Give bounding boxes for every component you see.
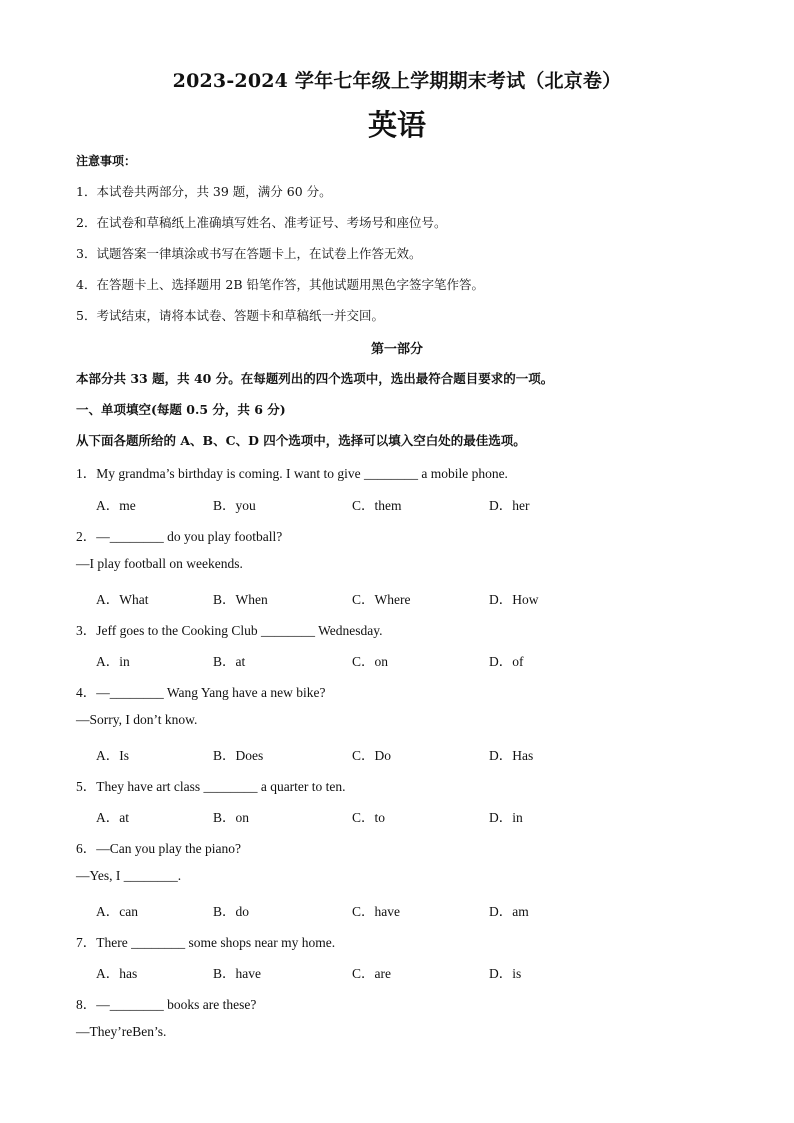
question-stem: 3．Jeff goes to the Cooking Club ________ Wednesday. <box>76 623 383 638</box>
section-title: 一、单项填空(每题 0.5 分，共 6 分) <box>76 402 286 417</box>
option-c: C．have <box>352 904 400 919</box>
option-a: A．What <box>96 592 149 607</box>
part-title: 第一部分 <box>370 342 423 357</box>
question-stem: 1．My grandma’s birthday is coming. I want to give ________ a mobile phone. <box>76 466 508 481</box>
option-b: B．you <box>213 498 256 513</box>
option-b: B．at <box>213 654 246 669</box>
part-intro: 本部分共 33 题，共 40 分。在每题列出的四个选项中，选出最符合题目要求的一项。 <box>76 371 554 386</box>
option-a: A．at <box>96 810 129 825</box>
option-a: A．has <box>96 966 138 981</box>
question-stem: 8．—________ books are these? <box>76 997 257 1012</box>
question-answer-line: —They’reBen’s. <box>76 1024 167 1039</box>
notice-item: 2．在试卷和草稿纸上准确填写姓名、准考证号、考场号和座位号。 <box>76 215 447 230</box>
option-a: A．Is <box>96 748 129 763</box>
option-c: C．are <box>352 966 391 981</box>
option-a: A．in <box>96 654 130 669</box>
option-a: A．can <box>96 904 138 919</box>
option-c: C．to <box>352 810 386 825</box>
question-answer-line: —Yes, I ________. <box>76 868 182 883</box>
option-c: C．them <box>352 498 402 513</box>
question-stem: 2．—________ do you play football? <box>76 529 283 544</box>
notice-item: 3．试题答案一律填涂或书写在答题卡上，在试卷上作答无效。 <box>76 246 422 261</box>
notice-item: 1．本试卷共两部分，共 39 题，满分 60 分。 <box>76 184 332 199</box>
section-instruction: 从下面各题所给的 A、B、C、D 四个选项中，选择可以填入空白处的最佳选项。 <box>76 433 526 448</box>
notice-item: 5．考试结束，请将本试卷、答题卡和草稿纸一并交回。 <box>76 308 384 323</box>
notice-heading: 注意事项： <box>76 154 137 168</box>
option-a: A．me <box>96 498 136 513</box>
option-d: D．of <box>489 654 524 669</box>
notice-item: 4．在答题卡上、选择题用 2B 铅笔作答，其他试题用黑色字签字笔作答。 <box>76 277 485 292</box>
question-stem: 4．—________ Wang Yang have a new bike? <box>76 685 326 700</box>
option-c: C．Do <box>352 748 392 763</box>
option-d: D．How <box>489 592 539 607</box>
exam-subject: 英语 <box>367 108 426 142</box>
question-stem: 6．—Can you play the piano? <box>76 841 241 856</box>
question-stem: 7．There ________ some shops near my home. <box>76 935 336 950</box>
option-c: C．Where <box>352 592 411 607</box>
option-d: D．her <box>489 498 530 513</box>
exam-title: 2023-2024 学年七年级上学期期末考试（北京卷） <box>172 70 622 92</box>
option-b: B．When <box>213 592 268 607</box>
option-d: D．is <box>489 966 522 981</box>
option-b: B．have <box>213 966 261 981</box>
option-d: D．am <box>489 904 529 919</box>
option-c: C．on <box>352 654 389 669</box>
option-d: D．in <box>489 810 523 825</box>
question-stem: 5．They have art class ________ a quarter to ten. <box>76 779 346 794</box>
option-b: B．on <box>213 810 250 825</box>
option-b: B．do <box>213 904 250 919</box>
option-d: D．Has <box>489 748 534 763</box>
question-answer-line: —I play football on weekends. <box>76 556 243 571</box>
option-b: B．Does <box>213 748 264 763</box>
question-answer-line: —Sorry, I don’t know. <box>76 712 198 727</box>
